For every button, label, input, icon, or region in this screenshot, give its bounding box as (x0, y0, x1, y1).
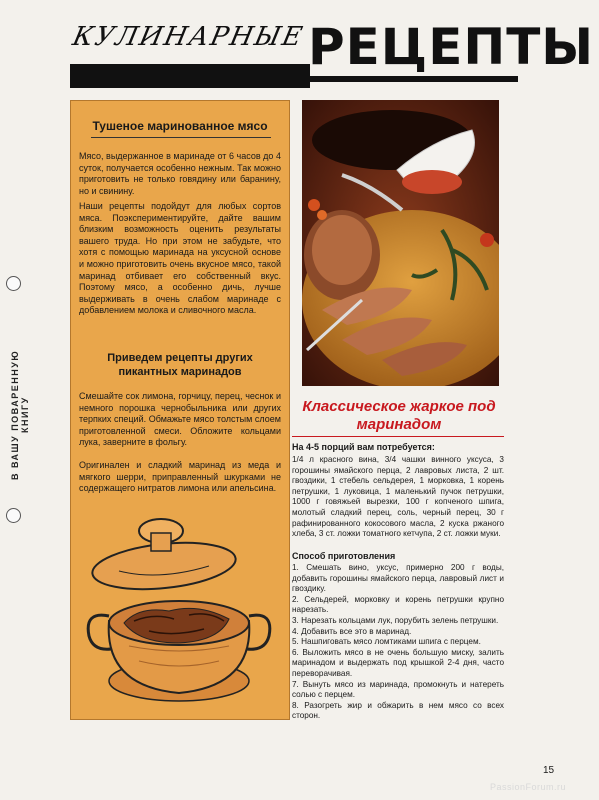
recipe-step: 1. Смешать вино, уксус, примерно 200 г воды, добавить горошины ямайского перца, лавровый лист и гвоздику. (292, 563, 504, 594)
recipe-title-underline (292, 436, 504, 437)
dish-photo (302, 100, 499, 386)
pot-illustration (79, 511, 279, 706)
header-script-word: КУЛИНАРНЫЕ (69, 22, 307, 52)
left-box-title-underline (91, 137, 271, 138)
recipe-step: 2. Сельдерей, морковку и корень петрушки крупно нарезать. (292, 594, 504, 615)
recipe-ingredients: 1/4 л красного вина, 3/4 чашки винного уксуса, 3 горошины ямайского перца, 2 лавровых листа, 2 шт. гвоздики, 1 стебель сельдерея, 1 морковка, 1 корень петрушки, 1 луковица, 1 маленький пучок петрушки, 1000 г говяжьей вырезки, 100 г копченого шпига, молотый сладкий перец, соль, черный перец, 30 г рафинированного кокосового масла, 2 куска ржаного хлеба, 3 ст. ложки томатного кетчупа, 2 ст. ложки муки. (292, 455, 504, 539)
binder-hole-top (6, 276, 21, 291)
recipe-steps (292, 563, 504, 722)
left-box-title: Тушеное маринованное мясо (92, 119, 268, 133)
recipe-step: 3. Нарезать кольцами лук, порубить зелень петрушки. (292, 615, 499, 625)
header-title: РЕЦЕПТЫ (308, 18, 518, 82)
left-box-paragraph-3: Смешайте сок лимона, горчицу, перец, чеснок и немного порошка чернобыльника или других терпких специй. Обмажьте мясо толстым слоем приготовленной смеси. Обложите кольцами лука, заверните в фольгу. (79, 391, 281, 448)
left-box-paragraph-2: Наши рецепты подойдут для любых сортов мяса. Поэкспериментируйте, дайте вашим близким возможность оценить результаты вашего труда. Но при этом не забудьте, что хотя с помощью маринада на уксусной основе и можно приготовить очень вкусное мясо, такой маринад отбивает его собственный вкус. Поэтому мясо, а особенно дичь, лучше выдерживать в очень слабом маринаде с добавлением молока и сливочного масла. (79, 201, 281, 316)
recipe-method-heading: Способ приготовления (292, 551, 396, 561)
side-label: В ВАШУ ПОВАРЕННУЮ КНИГУ (10, 349, 30, 481)
left-box-paragraph-1: Мясо, выдержанное в маринаде от 6 часов до 4 суток, получается особенно нежным. Так можно приготовить не только говядину или баранину, но и свинину. (79, 151, 281, 196)
recipe-step: 8. Разогреть жир и обжарить в нем мясо со всех сторон. (292, 700, 504, 721)
left-box-subtitle: Приведем рецепты других пикантных маринадов (107, 352, 253, 378)
recipe-step: 4. Добавить все это в маринад. (292, 626, 412, 636)
dish-photo-image (302, 100, 499, 386)
recipe-step: 5. Нашпиговать мясо ломтиками шпига с перцем. (292, 637, 481, 647)
left-box-paragraph-4: Оригинален и сладкий маринад из меда и мягкого шерри, приправленный шкурками не содержащего нитратов лимона или апельсина. (79, 460, 281, 494)
header-bar (70, 64, 310, 88)
watermark: PassionForum.ru (490, 782, 567, 792)
recipe-portions-heading: На 4-5 порций вам потребуется: (292, 442, 435, 452)
page-number: 15 (543, 765, 555, 776)
recipe-step: 7. Вынуть мясо из маринада, промокнуть и натереть солью с перцем. (292, 679, 504, 700)
recipe-title: Классическое жаркое под маринадом (302, 398, 496, 433)
binder-hole-bottom (6, 508, 21, 523)
recipe-step: 6. Выложить мясо в не очень большую миску, залить маринадом и выдержать под крышкой 2-4 дня, часто переворачивая. (292, 647, 504, 678)
left-recipe-box (70, 100, 290, 720)
